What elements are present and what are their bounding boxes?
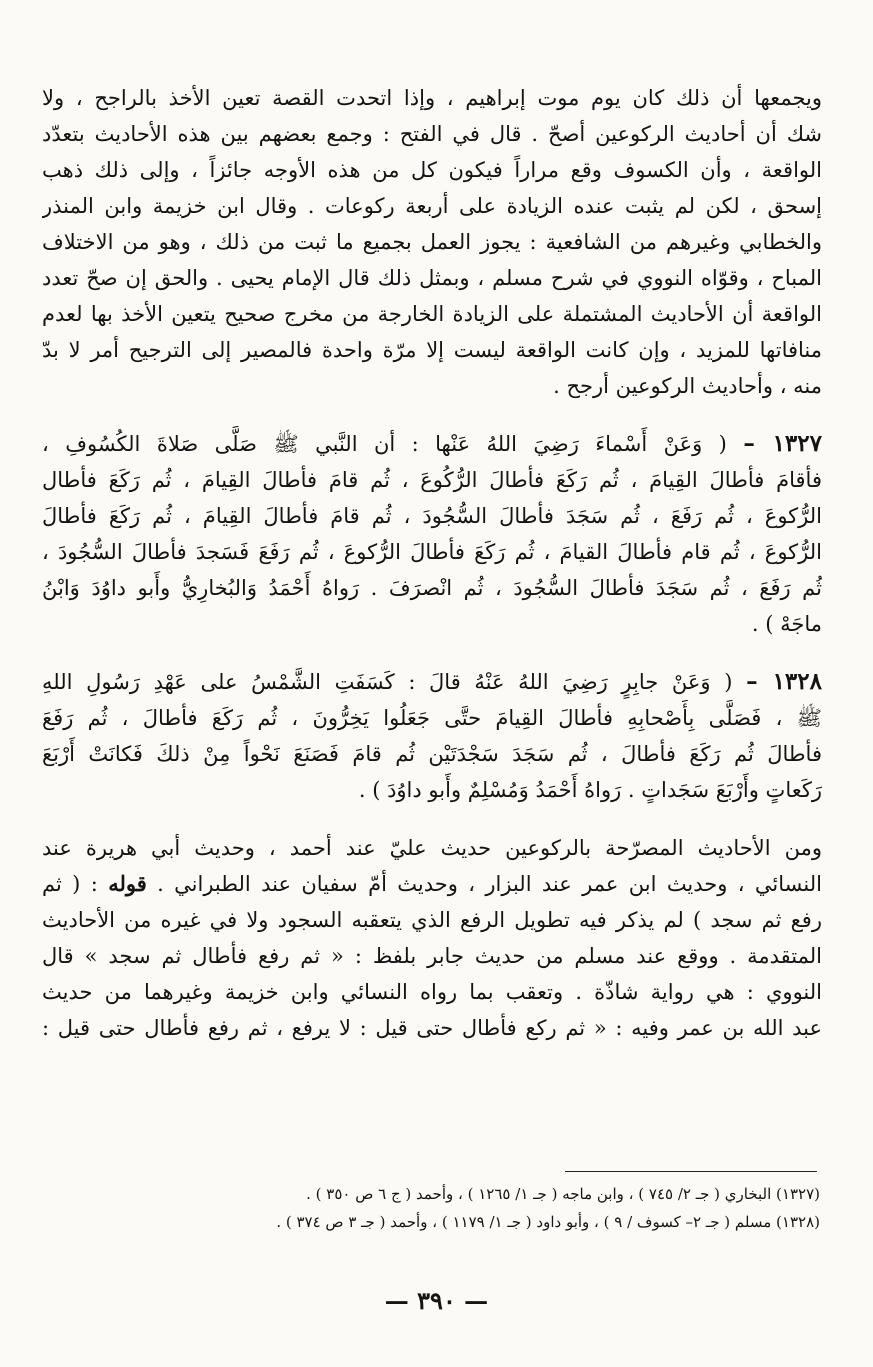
- text-line: النووي : هي رواية شاذّة . وتعقب بما رواه النسائي وابن خزيمة وغيرهما من حديث: [42, 980, 822, 1004]
- text-line: منافاتها للمزيد ، وإن كانت الواقعة ليست إلا مرّة واحدة فالمصير إلى الترجيح أمر لا بدّ: [42, 338, 822, 362]
- text-line: منه ، وأحاديث الركوعين أرجح .: [553, 374, 822, 398]
- text-line: رَكَعاتٍ وأَرْبَعَ سَجَداتٍ . رَواهُ أَحْمَدُ وَمُسْلِمٌ وأَبو داوُدَ ) .: [358, 778, 822, 802]
- hadith-1328: [42, 664, 822, 808]
- text-line: فأطالَ ثُم رَكَعَ فأطالَ ، ثُم سَجَدَ سَجْدَتَيْن ثُم قامَ فَصَنَعَ نَحْواً مِنْ ذلكَ فَكانَتْ أَرْبَعَ: [42, 742, 822, 766]
- text-line: المباح ، وقوّاه النووي في شرح مسلم ، وبمثل ذلك قال الإمام يحيى . والحق إن صحّ تعدد: [42, 266, 822, 290]
- text-line: ( وَعَنْ أَسْماءَ رَضِيَ اللهُ عَنْها : أن النَّبي ﷺ صَلَّى صَلاةَ الكُسُوفِ ،: [42, 432, 727, 456]
- footnote: (١٣٢٧) البخاري ( جـ ٢/ ٧٤٥ ) ، وابن ماجه ( جـ ١/ ١٢٦٥ ) ، وأحمد ( ج ٦ ص ٣٥٠ ) .: [306, 1185, 820, 1203]
- text-line: ﷺ ، فَصَلَّى بِأَصْحابِهِ فأطالَ القِيامَ حتَّى جَعَلُوا يَخِرُّونَ ، ثُم رَكَعَ فأطالَ ، ثُم رَفَعَ: [42, 706, 822, 730]
- text-line: ومن الأحاديث المصرّحة بالركوعين حديث عليّ عند أحمد ، وحديث أبي هريرة عند: [42, 836, 822, 860]
- keyword-qawluhu: قوله: [108, 871, 147, 896]
- hadith-number: ١٣٢٨ –: [746, 668, 822, 695]
- text-line: ( وَعَنْ جابِرٍ رَضِيَ اللهُ عَنْهُ قالَ : كَسَفَتِ الشَّمْسُ على عَهْدِ رَسُولِ اللهِ: [42, 670, 733, 694]
- text-line: عبد الله بن عمر وفيه : « ثم ركع فأطال حتى قيل : لا يرفع ، ثم رفع فأطال حتى قيل :: [42, 1016, 822, 1040]
- hadith-number: ١٣٢٧ –: [743, 430, 822, 457]
- footnote-divider: [565, 1171, 817, 1172]
- text-line: إسحق ، لكن لم يثبت عنده الزيادة على أربعة ركوعات . وقال ابن خزيمة وابن المنذر: [42, 194, 822, 218]
- footnotes: [60, 1180, 820, 1236]
- paragraph-commentary: [42, 830, 822, 1046]
- text-line: المتقدمة . ووقع عند مسلم من حديث جابر بلفظ : « ثم رفع فأطال ثم سجد » قال: [42, 944, 822, 968]
- text-line: الواقعة أن الأحاديث المشتملة على الزيادة الخارجة من مخرج صحيح يتعين الأخذ بها لعدم: [42, 302, 822, 326]
- text-line: الرُّكوعَ ، ثُم رَفَعَ ، ثُم سَجَدَ فأطالَ السُّجُودَ ، ثُم قامَ فأطالَ القِيامَ ، ثُم رَكَعَ فأطالَ: [42, 504, 822, 528]
- page-body: [42, 80, 822, 1064]
- paragraph-commentary: [42, 80, 822, 404]
- text-line: ويجمعها أن ذلك كان يوم موت إبراهيم ، وإذا اتحدت القصة تعين الأخذ بالراجح ، ولا: [42, 86, 822, 110]
- text-line: ثُم رَفَعَ ، ثُم سَجَدَ فأطالَ السُّجُودَ ، ثُم انْصرَفَ . رَواهُ أَحْمَدُ وَالبُخارِيُّ وأَبو داوُدَ وَابْنُ: [42, 576, 822, 600]
- text-line: ماجَهْ ) .: [751, 612, 822, 636]
- text-line: رفع ثم سجد ) لم يذكر فيه تطويل الرفع الذي يتعقبه السجود ولا في غيره من الأحاديث: [42, 908, 822, 932]
- text-segment: النسائي ، وحديث ابن عمر عند البزار ، وحديث أمّ سفيان عند الطبراني .: [157, 872, 822, 896]
- text-line: الرُّكوعَ ، ثُم قام فأطالَ القيامَ ، ثُم رَكَعَ فأطالَ الرُّكوعَ ، ثُم رَفَعَ فَسَجدَ فأطالَ السُّجُودَ ،: [42, 540, 822, 564]
- text-line: الواقعة ، وأن الكسوف وقع مراراً فيكون كل من هذه الأوجه جائزاً ، وإلى ذلك ذهب: [42, 158, 822, 182]
- hadith-first-line: [42, 426, 822, 462]
- text-line: والخطابي وغيرهم من الشافعية : يجوز العمل بجميع ما ثبت من ذلك ، وهو من الاختلاف: [42, 230, 822, 254]
- page-number: — ٣٩٠ —: [384, 1286, 489, 1315]
- hadith-first-line: [42, 664, 822, 700]
- text-segment: : ( ثم: [42, 872, 98, 896]
- text-line: [42, 866, 822, 902]
- text-line: فأقامَ فأطالَ القِيامَ ، ثُم رَكَعَ فأطالَ الرُّكُوعَ ، ثُم قامَ فأطالَ القِيامَ ، ثُم رَكَعَ فأطال: [42, 468, 822, 492]
- hadith-1327: [42, 426, 822, 642]
- footnote: (١٣٢٨) مسلم ( جـ ٢– كسوف / ٩ ) ، وأبو داود ( جـ ١/ ١١٧٩ ) ، وأحمد ( جـ ٣ ص ٣٧٤ ) .: [276, 1213, 820, 1231]
- text-line: شك أن أحاديث الركوعين أصحّ . قال في الفتح : وجمع بعضهم بين هذه الأحاديث بتعدّد: [42, 122, 822, 146]
